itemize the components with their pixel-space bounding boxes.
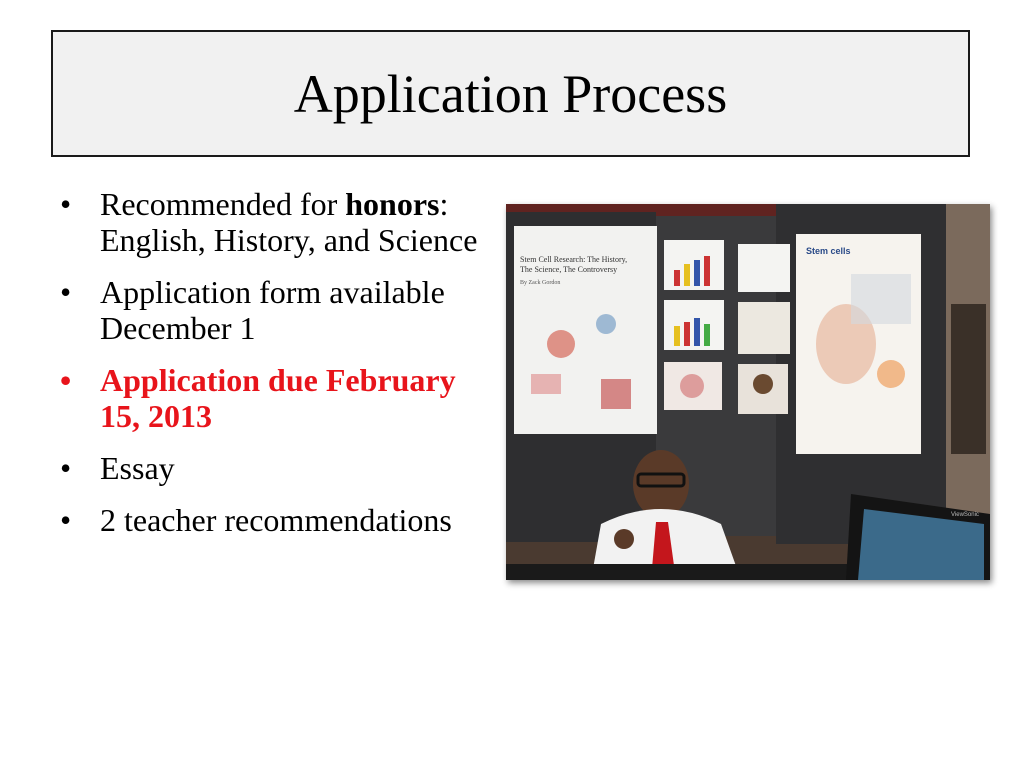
bullet-text: 2 teacher recommendations [100, 502, 452, 538]
slide-title: Application Process [293, 63, 728, 124]
photo-science-fair [506, 204, 990, 580]
bullet-text: Application form available December 1 [100, 274, 445, 346]
bullet-text: Recommended for [100, 186, 346, 222]
bullet-dot: • [60, 450, 72, 486]
poster-author: By Zack Gordon [520, 280, 561, 286]
bullet-text: Application due February 15, 2013 [100, 362, 456, 434]
bullet-item [60, 502, 480, 538]
poster-title-line: The Science, The Controversy [520, 265, 618, 274]
bullet-emphasis: honors [345, 186, 440, 222]
cartoon-card [738, 302, 790, 354]
student-hand [614, 529, 634, 549]
monitor-brand: ViewSonic [951, 512, 979, 518]
title-box [51, 30, 970, 157]
bullet-dot: • [60, 186, 72, 222]
bullet-dot: • [60, 502, 72, 538]
bullet-dot: • [60, 362, 72, 398]
photo-illustration [506, 204, 990, 580]
bullet-item-deadline [60, 362, 480, 434]
student-head [633, 450, 689, 518]
bullet-item [60, 274, 480, 346]
bullet-dot: • [60, 274, 72, 310]
bullet-list [60, 186, 480, 554]
bullet-item [60, 186, 480, 258]
bullet-text: Essay [100, 450, 175, 486]
poster-title-line: Stem Cell Research: The History, [520, 255, 628, 264]
cartoon-card [738, 244, 790, 292]
poster-stem-cells-heading: Stem cells [806, 246, 851, 256]
bullet-item [60, 450, 480, 486]
bullet-text: : English, History, and Science [100, 186, 478, 258]
